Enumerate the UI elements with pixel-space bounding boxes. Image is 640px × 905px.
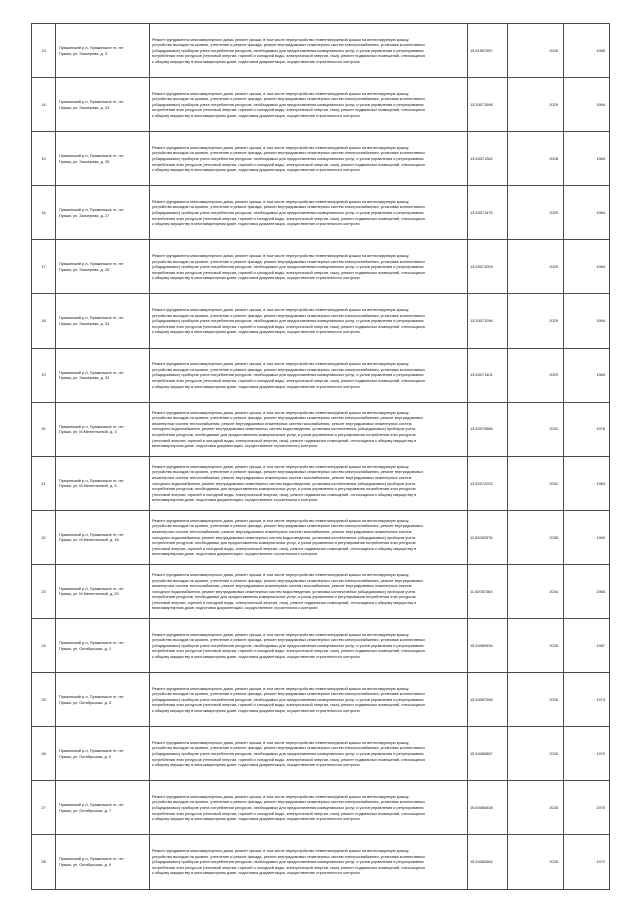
work-description-cell xyxy=(150,132,468,186)
build-year-cell: 1987 xyxy=(564,619,610,673)
work-description-line: (общедомовых) приборов учета потребления ресурсов, необходимых для предоставления коммунальных услуг, и узлов управления и регулирования xyxy=(152,642,424,648)
row-number-cell: 27 xyxy=(32,781,56,835)
work-description-line: холодного водоснабжения, ремонт внутридомовых инженерных систем водоотведения, установка коллективных (общедомовых) приборов учета xyxy=(152,588,416,594)
address-cell xyxy=(56,456,150,510)
work-description-line: потребления этих ресурсов (тепловой энергии, горячей и холодной воды, электрической энергии, газа), ремонт подвальных помещений, относящихся xyxy=(152,53,425,59)
address-line: Пряжа, ул. М.Мелентьевой, д. 3 xyxy=(59,429,117,435)
work-description-line: Ремонт фундамента многоквартирного дома, ремонт крыши, в том числе переустройство невентилируемой крыши на вентилируемую крышу, xyxy=(152,36,410,42)
build-year-cell: 1970 xyxy=(564,727,610,781)
row-number-cell: 13 xyxy=(32,24,56,78)
work-description-cell xyxy=(150,456,468,510)
work-description-line: к общему имуществу в многоквартирном доме, подготовка документации, осуществление строительного контроля xyxy=(152,167,360,173)
work-description-line: устройство выходов на кровлю, утепление и ремонт фасада, ремонт внутридомовых инженерных систем электроснабжения, установка коллективных xyxy=(152,853,425,859)
work-description-line: к общему имуществу в многоквартирном доме, подготовка документации, осуществление строительного контроля xyxy=(152,870,360,876)
build-year-cell: 1985 xyxy=(564,24,610,78)
work-description-line: к общему имуществу в многоквартирном доме, подготовка документации, осуществление строительного контроля xyxy=(152,275,360,281)
work-description-line: (общедомовых) приборов учета потребления ресурсов, необходимых для предоставления коммунальных услуг, и узлов управления и регулирования xyxy=(152,155,424,161)
work-description-line: Ремонт фундамента многоквартирного дома, ремонт крыши, в том числе переустройство невентилируемой крыши на вентилируемую крышу, xyxy=(152,198,410,204)
table-row xyxy=(32,673,610,727)
work-description-line: устройство выходов на кровлю, утепление и ремонт фасада, ремонт внутридомовых инженерных систем электроснабжения, установка коллективных xyxy=(152,204,425,210)
address-line: Пряжинский р-н, Пряжинское гп, пгт xyxy=(59,153,124,159)
work-description-cell xyxy=(150,402,468,456)
work-description-line: инженерных систем теплоснабжения, ремонт внутридомовых инженерных систем газоснабжения, ремонт внутридомовых инженерных систем xyxy=(152,474,412,480)
address-cell xyxy=(56,564,150,618)
work-description-line: к общему имуществу в многоквартирном доме, подготовка документации, осуществление строительного контроля xyxy=(152,58,360,64)
work-description-line: устройство выходов на кровлю, утепление и ремонт фасада, ремонт внутридомовых инженерных систем электроснабжения, ремонт внутридомовых xyxy=(152,577,424,583)
work-description-line: к общему имуществу в многоквартирном доме, подготовка документации, осуществление строительного контроля xyxy=(152,221,360,227)
address-line: Пряжа, ул. Заозерная, д. 23 xyxy=(59,104,110,110)
address-line: Пряжинский р-н, Пряжинское гп, пгт xyxy=(59,207,124,213)
build-year-cell: 1973 xyxy=(564,673,610,727)
work-description-line: потребления этих ресурсов (тепловой энергии, горячей и холодной воды, электрической энергии, газа), ремонт подвальных помещений, относящихся xyxy=(152,377,425,383)
address-cell xyxy=(56,619,150,673)
address-line: Пряжинский р-н, Пряжинское гп, пгт xyxy=(59,369,124,375)
address-line: Пряжа, ул. М.Мелентьевой, д. 18 xyxy=(59,537,119,543)
work-description-line: устройство выходов на кровлю, утепление и ремонт фасада, ремонт внутридомовых инженерных систем электроснабжения, установка коллективных xyxy=(152,150,425,156)
row-number-cell: 28 xyxy=(32,835,56,889)
cost-cell: 13,53071598 xyxy=(468,78,508,132)
work-description-cell xyxy=(150,727,468,781)
address-line: Пряжа, ул. Заозерная, д. 33 xyxy=(59,375,110,381)
work-description-line: (тепловой энергии, горячей и холодной воды, электрической энергии, газа), ремонт подвальных помещений, относящихся к общему имуществу в xyxy=(152,545,417,551)
build-year-cell: 1984 xyxy=(564,348,610,402)
address-line: Пряжинский р-н, Пряжинское гп, пгт xyxy=(59,315,124,321)
table-row xyxy=(32,510,610,564)
address-line: Пряжа, ул. М.Мелентьевой, д. 20 xyxy=(59,591,119,597)
row-number-cell: 21 xyxy=(32,456,56,510)
repair-year-cell: 2029 xyxy=(508,186,564,240)
repair-year-cell: 2029 xyxy=(508,240,564,294)
build-year-cell: 1966 xyxy=(564,564,610,618)
repair-year-cell: 2026 xyxy=(508,781,564,835)
address-cell xyxy=(56,510,150,564)
address-cell xyxy=(56,781,150,835)
address-cell xyxy=(56,673,150,727)
work-description-line: (тепловой энергии, горячей и холодной воды, электрической энергии, газа), ремонт подвальных помещений, относящихся к общему имуществу в xyxy=(152,437,417,443)
work-description-line: холодного водоснабжения, ремонт внутридомовых инженерных систем водоотведения, установка коллективных (общедомовых) приборов учета xyxy=(152,480,416,486)
work-description-line: (общедомовых) приборов учета потребления ресурсов, необходимых для предоставления коммунальных услуг, и узлов управления и регулирования xyxy=(152,210,424,216)
cost-cell: 11,52067363 xyxy=(468,564,508,618)
address-line: Пряжинский р-н, Пряжинское гп, пгт xyxy=(59,423,124,429)
work-description-line: многоквартирном доме, подготовка документации, осуществление строительного контроля xyxy=(152,497,318,503)
build-year-cell: 1972 xyxy=(564,835,610,889)
work-description-line: Ремонт фундамента многоквартирного дома, ремонт крыши, в том числе переустройство невентилируемой крыши на вентилируемую крышу, xyxy=(152,409,410,415)
table-row xyxy=(32,348,610,402)
work-description-line: потребления этих ресурсов (тепловой энергии, горячей и холодной воды, электрической энергии, газа), ремонт подвальных помещений, относящихся xyxy=(152,702,425,708)
work-description-line: потребления этих ресурсов (тепловой энергии, горячей и холодной воды, электрической энергии, газа), ремонт подвальных помещений, относящихся xyxy=(152,756,425,762)
build-year-cell: 1978 xyxy=(564,402,610,456)
work-description-cell xyxy=(150,510,468,564)
work-description-cell xyxy=(150,240,468,294)
address-line: Пряжа, ул. Октябрьская, д. 9 xyxy=(59,861,112,867)
work-description-line: (общедомовых) приборов учета потребления ресурсов, необходимых для предоставления коммунальных услуг, и узлов управления и регулирования xyxy=(152,318,424,324)
table-row xyxy=(32,781,610,835)
work-description-line: Ремонт фундамента многоквартирного дома, ремонт крыши, в том числе переустройство невентилируемой крыши на вентилируемую крышу, xyxy=(152,463,410,469)
cost-cell: 13,53371475 xyxy=(468,186,508,240)
work-description-line: (общедомовых) приборов учета потребления ресурсов, необходимых для предоставления коммунальных услуг, и узлов управления и регулирования xyxy=(152,750,424,756)
address-cell xyxy=(56,186,150,240)
address-line: Пряжинский р-н, Пряжинское гп, пгт xyxy=(59,694,124,700)
row-number-cell: 23 xyxy=(32,564,56,618)
work-description-line: потребления этих ресурсов (тепловой энергии, горячей и холодной воды, электрической энергии, газа), ремонт подвальных помещений, относящихся xyxy=(152,161,425,167)
work-description-line: инженерных систем теплоснабжения, ремонт внутридомовых инженерных систем газоснабжения, ремонт внутридомовых инженерных систем xyxy=(152,420,412,426)
work-description-line: Ремонт фундамента многоквартирного дома, ремонт крыши, в том числе переустройство невентилируемой крыши на вентилируемую крышу, xyxy=(152,631,410,637)
address-cell xyxy=(56,835,150,889)
work-description-cell xyxy=(150,564,468,618)
cost-cell: 13,53371362 xyxy=(468,132,508,186)
work-description-line: потребления ресурсов, необходимых для предоставления коммунальных услуг, и узлов управления и регулирования потребления этих ресурсов xyxy=(152,432,416,437)
work-description-line: потребления ресурсов, необходимых для предоставления коммунальных услуг, и узлов управления и регулирования потребления этих ресурсов xyxy=(152,594,416,600)
work-description-line: (общедомовых) приборов учета потребления ресурсов, необходимых для предоставления коммунальных услуг, и узлов управления и регулирования xyxy=(152,805,424,811)
address-line: Пряжинский р-н, Пряжинское гп, пгт xyxy=(59,585,124,591)
work-description-line: многоквартирном доме, подготовка документации, осуществление строительного контроля xyxy=(152,443,318,449)
repair-year-cell: 2026 xyxy=(508,727,564,781)
table-row xyxy=(32,456,610,510)
cost-cell: 15,51587557 xyxy=(468,24,508,78)
cost-cell: 15,54087556 xyxy=(468,673,508,727)
repair-year-cell: 2029 xyxy=(508,348,564,402)
address-line: Пряжинский р-н, Пряжинское гп, пгт xyxy=(59,261,124,267)
cost-cell: 13,52072202 xyxy=(468,456,508,510)
repair-year-cell: 2029 xyxy=(508,78,564,132)
cost-cell: 13,53071401 xyxy=(468,348,508,402)
work-description-cell xyxy=(150,781,468,835)
work-description-line: Ремонт фундамента многоквартирного дома, ремонт крыши, в том числе переустройство невентилируемой крыши на вентилируемую крышу, xyxy=(152,517,410,523)
table-row xyxy=(32,240,610,294)
address-line: Пряжинский р-н, Пряжинское гп, пгт xyxy=(59,531,124,537)
address-line: Пряжинский р-н, Пряжинское гп, пгт xyxy=(59,802,124,808)
address-line: Пряжа, ул. Заозерная, д. 31 xyxy=(59,321,110,327)
work-description-line: к общему имуществу в многоквартирном доме, подготовка документации, осуществление строительного контроля xyxy=(152,816,360,822)
work-description-line: Ремонт фундамента многоквартирного дома, ремонт крыши, в том числе переустройство невентилируемой крыши на вентилируемую крышу, xyxy=(152,307,410,313)
address-cell xyxy=(56,348,150,402)
table-row xyxy=(32,564,610,618)
work-description-cell xyxy=(150,186,468,240)
work-description-line: Ремонт фундамента многоквартирного дома, ремонт крыши, в том числе переустройство невентилируемой крыши на вентилируемую крышу, xyxy=(152,793,410,799)
work-description-line: устройство выходов на кровлю, утепление и ремонт фасада, ремонт внутридомовых инженерных систем электроснабжения, установка коллективных xyxy=(152,799,425,805)
work-description-line: Ремонт фундамента многоквартирного дома, ремонт крыши, в том числе переустройство невентилируемой крыши на вентилируемую крышу, xyxy=(152,739,410,745)
work-description-line: устройство выходов на кровлю, утепление и ремонт фасада, ремонт внутридомовых инженерных систем электроснабжения, установка коллективных xyxy=(152,691,425,697)
repair-year-cell: 2034 xyxy=(508,564,564,618)
work-description-line: (общедомовых) приборов учета потребления ресурсов, необходимых для предоставления коммунальных услуг, и узлов управления и регулирования xyxy=(152,101,424,107)
work-description-line: к общему имуществу в многоквартирном доме, подготовка документации, осуществление строительного контроля xyxy=(152,762,360,768)
work-description-line: холодного водоснабжения, ремонт внутридомовых инженерных систем водоотведения, установка коллективных (общедомовых) приборов учета xyxy=(152,426,416,432)
work-description-line: Ремонт фундамента многоквартирного дома, ремонт крыши, в том числе переустройство невентилируемой крыши на вентилируемую крышу, xyxy=(152,571,410,577)
work-description-line: потребления этих ресурсов (тепловой энергии, горячей и холодной воды, электрической энергии, газа), ремонт подвальных помещений, относящихся xyxy=(152,648,425,654)
work-description-line: к общему имуществу в многоквартирном доме, подготовка документации, осуществление строительного контроля xyxy=(152,329,360,335)
table-row xyxy=(32,132,610,186)
row-number-cell: 18 xyxy=(32,294,56,348)
address-cell xyxy=(56,132,150,186)
work-description-line: Ремонт фундамента многоквартирного дома, ремонт крыши, в том числе переустройство невентилируемой крыши на вентилируемую крышу, xyxy=(152,90,410,96)
address-line: Пряжинский р-н, Пряжинское гп, пгт xyxy=(59,639,124,645)
repair-year-cell: 2026 xyxy=(508,24,564,78)
row-number-cell: 20 xyxy=(32,402,56,456)
address-cell xyxy=(56,240,150,294)
address-line: Пряжинский р-н, Пряжинское гп, пгт xyxy=(59,477,124,483)
build-year-cell: 1984 xyxy=(564,294,610,348)
work-description-cell xyxy=(150,673,468,727)
work-description-line: устройство выходов на кровлю, утепление и ремонт фасада, ремонт внутридомовых инженерных систем электроснабжения, установка коллективных xyxy=(152,312,425,318)
work-description-line: устройство выходов на кровлю, утепление и ремонт фасада, ремонт внутридомовых инженерных систем электроснабжения, установка коллективных xyxy=(152,42,425,48)
work-description-line: многоквартирном доме, подготовка документации, осуществление строительного контроля xyxy=(152,605,318,611)
cost-cell: 15,54089534 xyxy=(468,619,508,673)
table-row xyxy=(32,78,610,132)
cost-cell: 15,54085857 xyxy=(468,727,508,781)
address-line: Пряжа, ул. Заозерная, д. 29 xyxy=(59,266,110,272)
row-number-cell: 19 xyxy=(32,348,56,402)
work-description-line: потребления этих ресурсов (тепловой энергии, горячей и холодной воды, электрической энергии, газа), ремонт подвальных помещений, относящихся xyxy=(152,269,425,275)
repair-year-cell: 2035 xyxy=(508,510,564,564)
work-description-line: к общему имуществу в многоквартирном доме, подготовка документации, осуществление строительного контроля xyxy=(152,708,360,714)
table-row xyxy=(32,402,610,456)
cost-cell: 13,53071296 xyxy=(468,294,508,348)
work-description-line: устройство выходов на кровлю, утепление и ремонт фасада, ремонт внутридомовых инженерных систем электроснабжения, установка коллективных xyxy=(152,366,425,372)
table-row xyxy=(32,24,610,78)
work-description-line: (общедомовых) приборов учета потребления ресурсов, необходимых для предоставления коммунальных услуг, и узлов управления и регулирования xyxy=(152,696,424,702)
address-line: Пряжа, ул. Октябрьская, д. 7 xyxy=(59,807,112,813)
work-description-line: устройство выходов на кровлю, утепление и ремонт фасада, ремонт внутридомовых инженерных систем электроснабжения, установка коллективных xyxy=(152,96,425,102)
repair-year-cell: 2029 xyxy=(508,294,564,348)
work-description-cell xyxy=(150,78,468,132)
cost-cell: 13,53071003 xyxy=(468,240,508,294)
row-number-cell: 25 xyxy=(32,673,56,727)
repair-year-cell: 2032 xyxy=(508,402,564,456)
work-description-line: инженерных систем теплоснабжения, ремонт внутридомовых инженерных систем газоснабжения, ремонт внутридомовых инженерных систем xyxy=(152,583,412,589)
work-description-line: (общедомовых) приборов учета потребления ресурсов, необходимых для предоставления коммунальных услуг, и узлов управления и регулирования xyxy=(152,264,424,270)
table-row xyxy=(32,619,610,673)
address-line: Пряжа, ул. Заозерная, д. 3 xyxy=(59,50,108,56)
work-description-line: устройство выходов на кровлю, утепление и ремонт фасада, ремонт внутридомовых инженерных систем электроснабжения, ремонт внутридомовых xyxy=(152,523,424,529)
work-description-line: к общему имуществу в многоквартирном доме, подготовка документации, осуществление строительного контроля xyxy=(152,113,360,119)
work-description-line: устройство выходов на кровлю, утепление и ремонт фасада, ремонт внутридомовых инженерных систем электроснабжения, установка коллективных xyxy=(152,745,425,751)
work-description-line: устройство выходов на кровлю, утепление и ремонт фасада, ремонт внутридомовых инженерных систем электроснабжения, ремонт внутридомовых xyxy=(152,469,424,475)
address-line: Пряжа, ул. Октябрьская, д. 1 xyxy=(59,645,112,651)
work-description-line: многоквартирном доме, подготовка документации, осуществление строительного контроля xyxy=(152,551,318,557)
work-description-line: (общедомовых) приборов учета потребления ресурсов, необходимых для предоставления коммунальных услуг, и узлов управления и регулирования xyxy=(152,372,424,378)
address-line: Пряжинский р-н, Пряжинское гп, пгт xyxy=(59,44,124,50)
build-year-cell: 1984 xyxy=(564,240,610,294)
work-description-cell xyxy=(150,835,468,889)
table-row xyxy=(32,186,610,240)
address-line: Пряжинский р-н, Пряжинское гп, пгт xyxy=(59,99,124,105)
row-number-cell: 26 xyxy=(32,727,56,781)
work-description-line: потребления этих ресурсов (тепловой энергии, горячей и холодной воды, электрической энергии, газа), ремонт подвальных помещений, относящихся xyxy=(152,323,425,329)
work-description-line: Ремонт фундамента многоквартирного дома, ремонт крыши, в том числе переустройство невентилируемой крыши на вентилируемую крышу, xyxy=(152,144,410,150)
row-number-cell: 17 xyxy=(32,240,56,294)
build-year-cell: 1984 xyxy=(564,78,610,132)
address-line: Пряжинский р-н, Пряжинское гп, пгт xyxy=(59,748,124,754)
row-number-cell: 22 xyxy=(32,510,56,564)
capital-repair-table xyxy=(31,23,610,890)
repair-year-cell: 2026 xyxy=(508,619,564,673)
work-description-line: потребления этих ресурсов (тепловой энергии, горячей и холодной воды, электрической энергии, газа), ремонт подвальных помещений, относящихся xyxy=(152,215,425,221)
work-description-line: к общему имуществу в многоквартирном доме, подготовка документации, осуществление строительного контроля xyxy=(152,383,360,389)
work-description-line: холодного водоснабжения, ремонт внутридомовых инженерных систем водоотведения, установка коллективных (общедомовых) приборов учета xyxy=(152,534,416,540)
table-row xyxy=(32,294,610,348)
build-year-cell: 1960 xyxy=(564,510,610,564)
address-line: Пряжа, ул. Октябрьская, д. 3 xyxy=(59,699,112,705)
cost-cell: 13,52079866 xyxy=(468,402,508,456)
row-number-cell: 15 xyxy=(32,132,56,186)
work-description-line: устройство выходов на кровлю, утепление и ремонт фасада, ремонт внутридомовых инженерных систем электроснабжения, установка коллективных xyxy=(152,258,425,264)
cost-cell: 15,54085408 xyxy=(468,781,508,835)
work-description-cell xyxy=(150,294,468,348)
work-description-line: инженерных систем теплоснабжения, ремонт внутридомовых инженерных систем газоснабжения, ремонт внутридомовых инженерных систем xyxy=(152,529,412,534)
work-description-line: устройство выходов на кровлю, утепление и ремонт фасада, ремонт внутридомовых инженерных систем электроснабжения, установка коллективных xyxy=(152,637,425,643)
address-line: Пряжа, ул. Заозерная, д. 27 xyxy=(59,212,110,218)
repair-year-cell: 2026 xyxy=(508,673,564,727)
table-body xyxy=(32,24,610,890)
work-description-line: (тепловой энергии, горячей и холодной воды, электрической энергии, газа), ремонт подвальных помещений, относящихся к общему имуществу в xyxy=(152,491,417,497)
address-cell xyxy=(56,402,150,456)
work-description-line: (общедомовых) приборов учета потребления ресурсов, необходимых для предоставления коммунальных услуг, и узлов управления и регулирования xyxy=(152,47,424,53)
work-description-line: потребления этих ресурсов (тепловой энергии, горячей и холодной воды, электрической энергии, газа), ремонт подвальных помещений, относящихся xyxy=(152,810,425,816)
build-year-cell: 1970 xyxy=(564,781,610,835)
table-row xyxy=(32,835,610,889)
address-cell xyxy=(56,727,150,781)
work-description-cell xyxy=(150,348,468,402)
repair-year-cell: 2028 xyxy=(508,132,564,186)
address-line: Пряжа, ул. Октябрьская, д. 5 xyxy=(59,753,112,759)
address-line: Пряжа, ул. М.Мелентьевой, д. 5 xyxy=(59,483,117,489)
address-cell xyxy=(56,24,150,78)
work-description-line: потребления этих ресурсов (тепловой энергии, горячей и холодной воды, электрической энергии, газа), ремонт подвальных помещений, относящихся xyxy=(152,107,425,113)
row-number-cell: 24 xyxy=(32,619,56,673)
row-number-cell: 14 xyxy=(32,78,56,132)
work-description-line: потребления ресурсов, необходимых для предоставления коммунальных услуг, и узлов управления и регулирования потребления этих ресурсов xyxy=(152,486,416,492)
address-cell xyxy=(56,294,150,348)
row-number-cell: 16 xyxy=(32,186,56,240)
work-description-line: устройство выходов на кровлю, утепление и ремонт фасада, ремонт внутридомовых инженерных систем электроснабжения, ремонт внутридомовых xyxy=(152,415,424,421)
build-year-cell: 1983 xyxy=(564,456,610,510)
address-cell xyxy=(56,78,150,132)
work-description-line: Ремонт фундамента многоквартирного дома, ремонт крыши, в том числе переустройство невентилируемой крыши на вентилируемую крышу, xyxy=(152,252,410,258)
build-year-cell: 1984 xyxy=(564,186,610,240)
table-row xyxy=(32,727,610,781)
build-year-cell: 1984 xyxy=(564,132,610,186)
work-description-line: (тепловой энергии, горячей и холодной воды, электрической энергии, газа), ремонт подвальных помещений, относящихся к общему имуществу в xyxy=(152,599,417,605)
address-line: Пряжинский р-н, Пряжинское гп, пгт xyxy=(59,856,124,862)
work-description-line: (общедомовых) приборов учета потребления ресурсов, необходимых для предоставления коммунальных услуг, и узлов управления и регулирования xyxy=(152,859,424,865)
cost-cell: 15,54083664 xyxy=(468,835,508,889)
work-description-cell xyxy=(150,24,468,78)
work-description-line: к общему имуществу в многоквартирном доме, подготовка документации, осуществление строительного контроля xyxy=(152,653,360,659)
address-line: Пряжа, ул. Заозерная, д. 25 xyxy=(59,158,110,164)
repair-year-cell: 2032 xyxy=(508,456,564,510)
repair-year-cell: 2026 xyxy=(508,835,564,889)
work-description-line: Ремонт фундамента многоквартирного дома, ремонт крыши, в том числе переустройство невентилируемой крыши на вентилируемую крышу, xyxy=(152,847,410,853)
cost-cell: 11,52083378 xyxy=(468,510,508,564)
work-description-line: Ремонт фундамента многоквартирного дома, ремонт крыши, в том числе переустройство невентилируемой крыши на вентилируемую крышу, xyxy=(152,361,410,367)
work-description-line: потребления этих ресурсов (тепловой энергии, горячей и холодной воды, электрической энергии, газа), ремонт подвальных помещений, относящихся xyxy=(152,864,425,870)
work-description-line: потребления ресурсов, необходимых для предоставления коммунальных услуг, и узлов управления и регулирования потребления этих ресурсов xyxy=(152,540,416,546)
work-description-line: Ремонт фундамента многоквартирного дома, ремонт крыши, в том числе переустройство невентилируемой крыши на вентилируемую крышу, xyxy=(152,685,410,691)
work-description-cell xyxy=(150,619,468,673)
